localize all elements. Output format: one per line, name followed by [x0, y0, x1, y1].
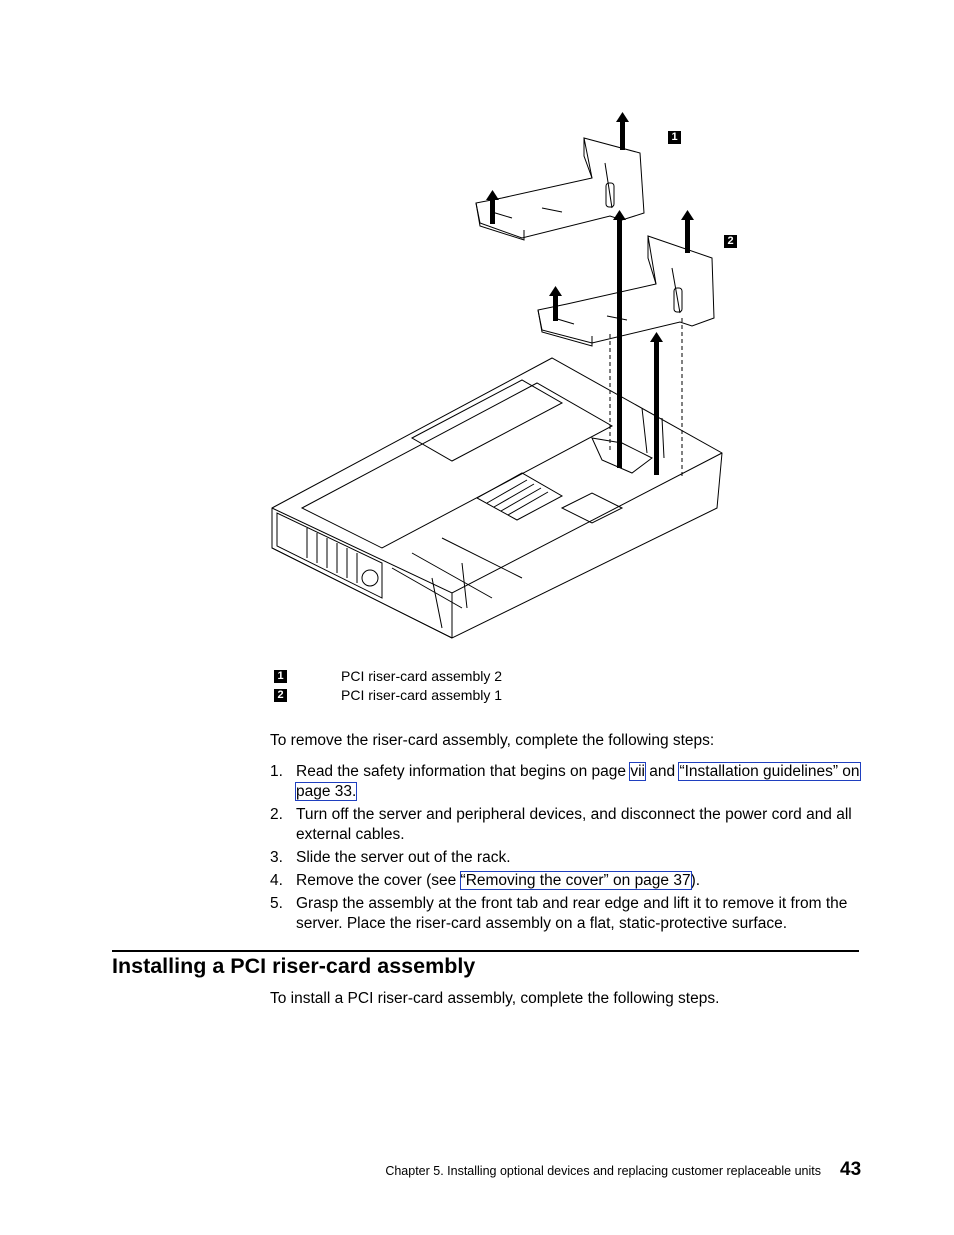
link-removing-the-cover[interactable]: “Removing the cover” on page 37 [460, 872, 691, 889]
install-intro: To install a PCI riser-card assembly, complete the following steps. [270, 990, 720, 1007]
step-number: 4. [270, 872, 283, 889]
step-text: Remove the cover (see [296, 872, 461, 889]
step-text: Read the safety information that begins on page [296, 763, 631, 780]
section-heading: Installing a PCI riser-card assembly [112, 954, 476, 978]
step-number: 5. [270, 895, 283, 912]
legend-callout-badge: 1 [274, 670, 287, 683]
step-text: and [644, 763, 680, 780]
figure-legend [274, 668, 674, 706]
step-number: 2. [270, 806, 283, 823]
step-text: Grasp the assembly at the front tab and rear edge and lift it to remove it from the server. Place the riser-card assembly on a flat, static-protective surface. [296, 895, 848, 932]
figure-callout-1: 1 [668, 131, 681, 144]
legend-callout-badge: 2 [274, 689, 287, 702]
step-text: Slide the server out of the rack. [296, 849, 511, 866]
link-page-vii[interactable]: vii [630, 763, 645, 780]
legend-item [274, 687, 674, 706]
page-number: 43 [840, 1159, 862, 1180]
step-item [270, 762, 860, 802]
server-diagram [262, 108, 732, 653]
legend-text: PCI riser-card assembly 2 [341, 668, 503, 684]
footer-chapter-title: Chapter 5. Installing optional devices and replacing customer replaceable units [385, 1164, 821, 1178]
step-item [270, 848, 860, 868]
figure-callout-2: 2 [724, 235, 737, 248]
step-item [270, 894, 860, 934]
step-item [270, 805, 860, 845]
step-text: ). [690, 872, 701, 889]
legend-item [274, 668, 674, 687]
step-number: 1. [270, 763, 283, 780]
step-number: 3. [270, 849, 283, 866]
section-rule [112, 950, 859, 952]
removal-intro: To remove the riser-card assembly, complete the following steps: [270, 732, 715, 749]
legend-text: PCI riser-card assembly 1 [341, 687, 503, 703]
link-installation-guidelines[interactable]: “Installation guidelines” on page 33. [296, 763, 860, 800]
riser-card-removal-illustration [262, 108, 732, 653]
step-item [270, 871, 860, 891]
removal-steps [270, 762, 860, 937]
step-text: Turn off the server and peripheral devices, and disconnect the power cord and all external cables. [296, 806, 852, 843]
